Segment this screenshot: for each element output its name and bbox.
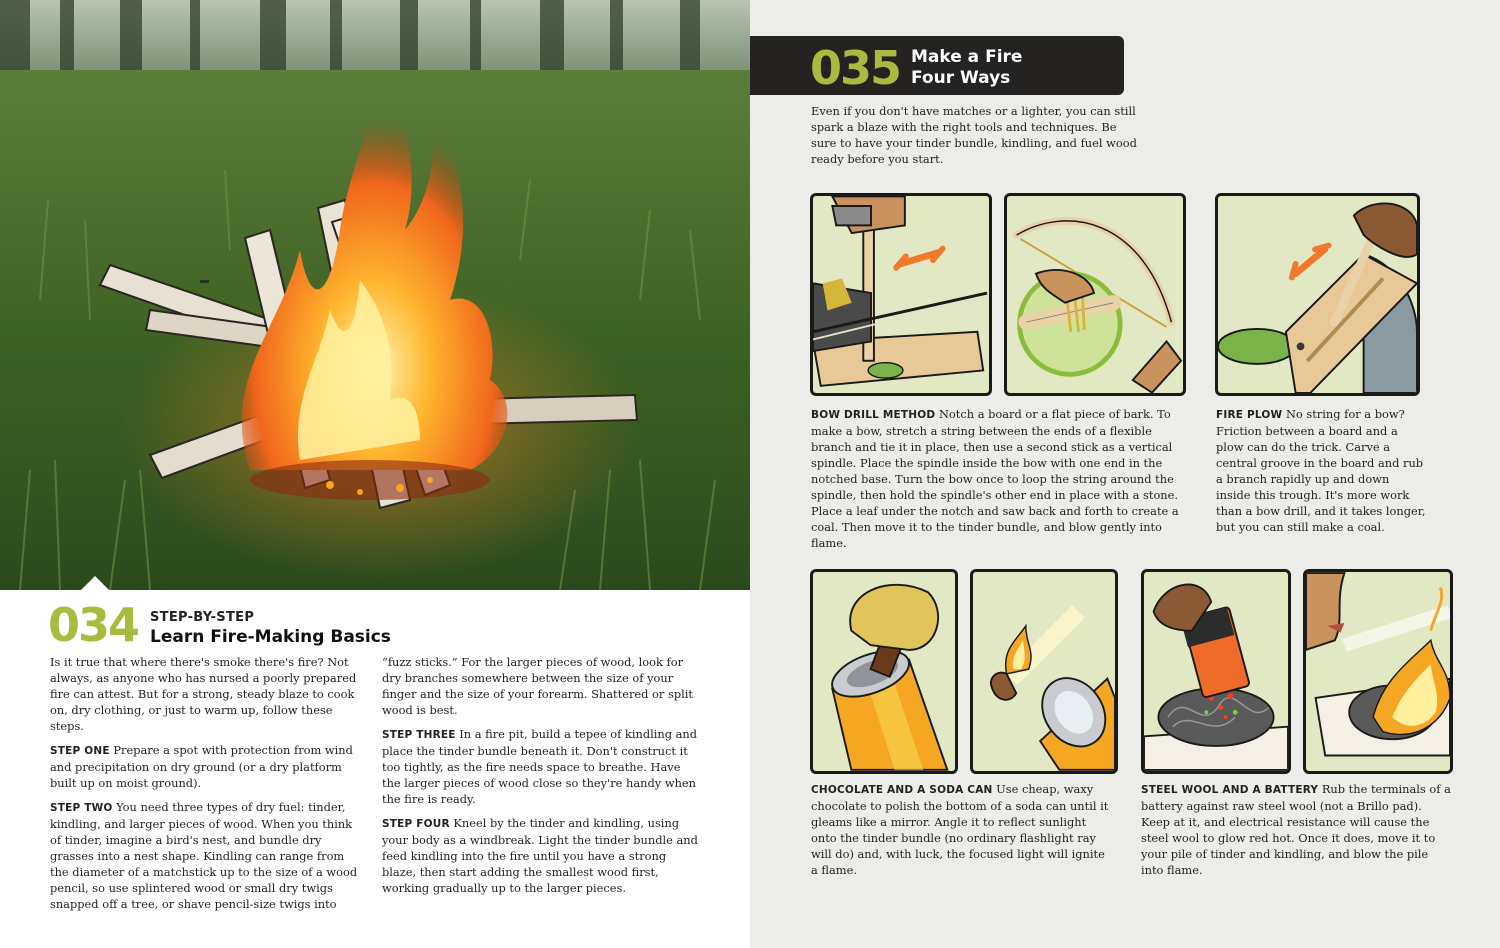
section-number: 034 [48, 598, 139, 652]
step-label: STEP THREE [382, 729, 456, 741]
section-title [911, 47, 1091, 89]
method-label: STEEL WOOL AND A BATTERY [1141, 784, 1319, 796]
section-intro: Even if you don't have matches or a lighter, you can still spark a blaze with the right tools and techniques. Be sure to have your tinder bundle, kindling, and fuel wood ready before you start. [811, 104, 1137, 166]
section-number: 035 [810, 41, 901, 95]
battery-steel-wool-illustration [1141, 569, 1291, 774]
bow-drill-spindle-illustration [1004, 193, 1186, 396]
step-label: STEP TWO [50, 802, 113, 814]
step-text: Prepare a spot with protection from wind and precipitation on dry ground (or a dry platform built up on moist ground). [50, 743, 353, 790]
step-text: Kneel by the tinder and kindling, using your body as a windbreak. Light the tinder bundle and feed kindling into the fire until you have a strong blaze, then start adding the smallest wood first, working gradually up to the larger pieces. [382, 816, 698, 895]
soda-can-sunlight-illustration [970, 569, 1118, 774]
title-line: Four Ways [911, 68, 1011, 88]
method-text: No string for a bow? Friction between a board and a plow can do the trick. Carve a central groove in the board and rub a branch rapidly up and down inside this trough. It's more work than a bow drill, and it takes longer, but you can still make a coal. [1216, 407, 1426, 534]
step-label: STEP ONE [50, 745, 110, 757]
step-paragraph [50, 799, 365, 912]
right-page [750, 0, 1500, 948]
step-paragraph [382, 815, 700, 896]
blow-flame-illustration [1303, 569, 1453, 774]
intro-paragraph: Is it true that where there's smoke there's fire? Not always, as anyone who has nursed a poorly prepared fire can attest. But for a strong, steady blaze to cook on, dry clothing, or just to warm up, follow these steps. [50, 655, 357, 733]
section-kicker: STEP-BY-STEP [150, 610, 255, 625]
chocolate-polish-illustration [810, 569, 958, 774]
method-label: BOW DRILL METHOD [811, 409, 936, 421]
section-title: Learn Fire-Making Basics [150, 627, 391, 647]
method-label: FIRE PLOW [1216, 409, 1283, 421]
method-text: Rub the terminals of a battery against raw steel wool (not a Brillo pad). Keep at it, and electrical resistance will cause the steel wool to glow red hot. Once it does, move it to your pile of tinder and kindling, and blow the pile into flame. [1141, 782, 1451, 877]
method-text: Notch a board or a flat piece of bark. To make a bow, stretch a string between the ends of a flexible branch and tie it in place, then use a second stick as a vertical spindle. Place the spindle inside the bow with one end in the notched base. Turn the bow once to loop the string around the spindle, then hold the spindle's other end in place with a stone. Place a leaf under the notch and saw back and forth to create a coal. Then move it to the tinder bundle, and blow gently into flame. [811, 407, 1179, 550]
step-paragraph [382, 726, 700, 807]
title-line: Make a Fire [911, 47, 1023, 67]
caption-steel-wool-battery [1141, 781, 1453, 878]
fire-plow-illustration [1215, 193, 1420, 396]
method-label: CHOCOLATE AND A SODA CAN [811, 784, 993, 796]
continuation-paragraph: “fuzz sticks.” For the larger pieces of wood, look for dry branches somewhere between the size of your finger and the size of your forearm. Shattered or split wood is best. [382, 655, 693, 717]
text-column-left [50, 654, 365, 920]
caption-bow-drill [811, 406, 1189, 551]
step-text: In a fire pit, build a tepee of kindling and place the tinder bundle beneath it. Don't construct it too tightly, as the fire needs space to breathe. Have the larger pieces of wood close so they're handy when the fire is ready. [382, 727, 698, 806]
step-label: STEP FOUR [382, 818, 450, 830]
step-paragraph [50, 742, 365, 791]
photo-pointer [80, 576, 110, 591]
method-text: Use cheap, waxy chocolate to polish the bottom of a soda can until it gleams like a mirror. Angle it to reflect sunlight onto the tinder bundle (no ordinary flashlight ray will do) and, with luck, the focused light will ignite a flame. [811, 782, 1109, 877]
caption-fire-plow [1216, 406, 1426, 535]
text-column-right [382, 654, 700, 904]
caption-chocolate-soda-can [811, 781, 1114, 878]
bow-drill-board-illustration [810, 193, 992, 396]
step-text: You need three types of dry fuel: tinder, kindling, and larger pieces of wood. When you think of tinder, imagine a bird's nest, and bundle dry grasses into a nest shape. Kindling can range from the diameter of a matchstick up to the size of a wood pencil, so use splintered wood or small dry twigs snapped off a tree, or shave pencil-size twigs into [50, 800, 358, 911]
campfire-photo [0, 0, 750, 590]
